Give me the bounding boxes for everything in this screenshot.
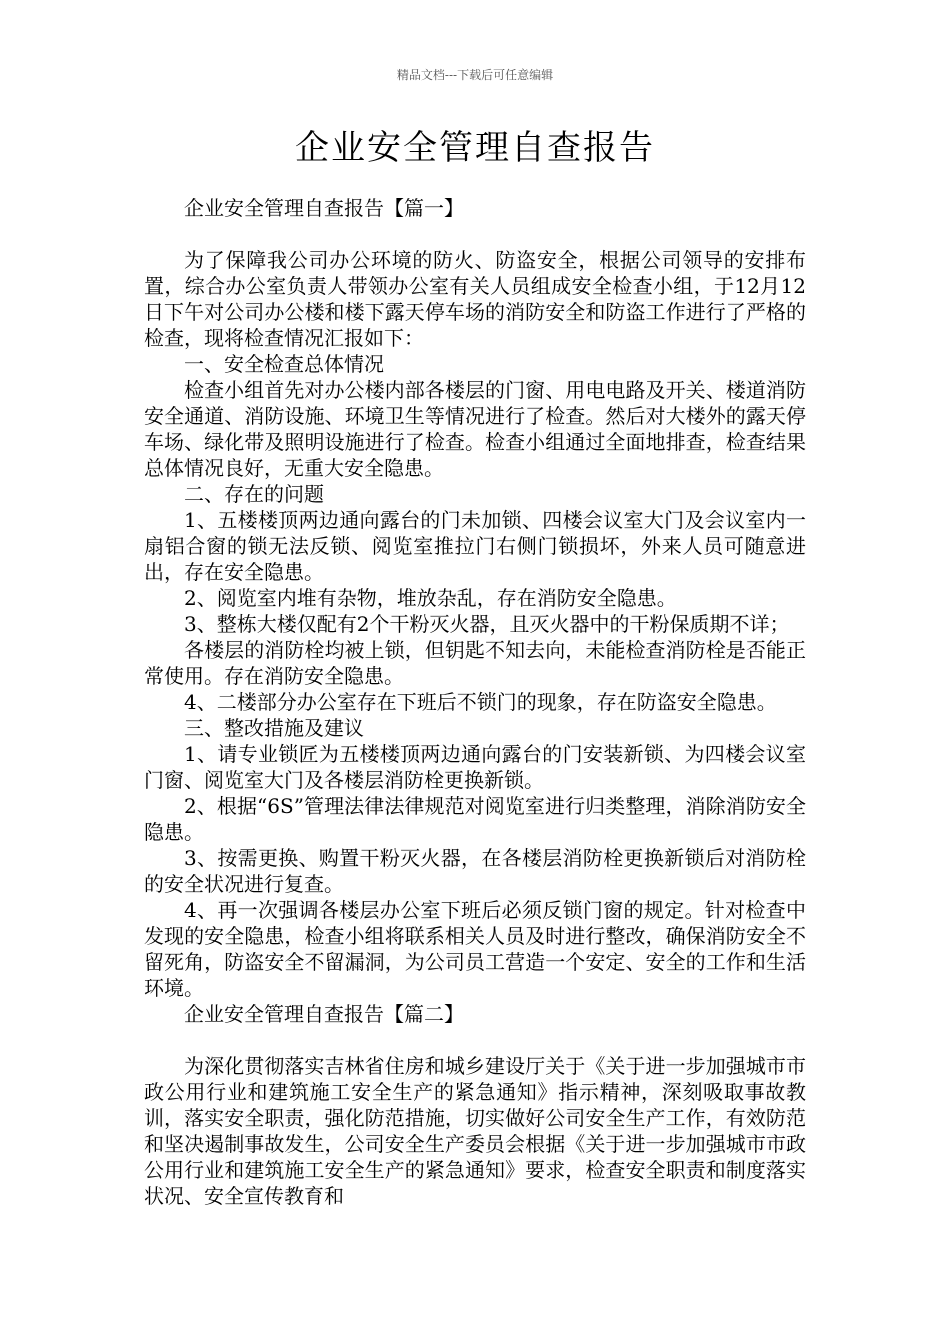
header-note: 精品文档---下载后可任意编辑: [396, 68, 554, 82]
part-one-intro: 为了保障我公司办公环境的防火、防盗安全，根据公司领导的安排布置，综合办公室负责人带领办公室有关人员组成安全检查小组，于12月12日下午对公司办公楼和楼下露天停车场的消防安全和防盗工作进行了严格的检查，现将检查情况汇报如下：: [144, 248, 806, 350]
measure-item: 2、根据“6S”管理法律法律规范对阅览室进行归类整理，消除消防安全隐患。: [144, 794, 806, 844]
section-three-title: 三、整改措施及建议: [184, 716, 364, 740]
part-two-heading: 企业安全管理自查报告【篇二】: [184, 1002, 464, 1026]
section-one-text: 检查小组首先对办公楼内部各楼层的门窗、用电电路及开关、楼道消防安全通道、消防设施、环境卫生等情况进行了检查。然后对大楼外的露天停车场、绿化带及照明设施进行了检查。检查小组通过全面地排查，检查结果总体情况良好，无重大安全隐患。: [144, 378, 806, 480]
problem-item: 各楼层的消防栓均被上锁，但钥匙不知去向，未能检查消防栓是否能正常使用。存在消防安全隐患。: [144, 638, 806, 688]
document-body: [144, 195, 806, 1209]
part-two-intro: 为深化贯彻落实吉林省住房和城乡建设厅关于《关于进一步加强城市市政公用行业和建筑施工安全生产的紧急通知》指示精神，深刻吸取事故教训，落实安全职责，强化防范措施，切实做好公司安全生产工作，有效防范和坚决遏制事故发生，公司安全生产委员会根据《关于进一步加强城市市政公用行业和建筑施工安全生产的紧急通知》要求，检查安全职责和制度落实状况、安全宣传教育和: [144, 1054, 806, 1208]
part-one-heading: 企业安全管理自查报告【篇一】: [184, 196, 464, 220]
document-title: 企业安全管理自查报告: [295, 128, 655, 168]
measure-item: 3、按需更换、购置干粉灭火器，在各楼层消防栓更换新锁后对消防栓的安全状况进行复查。: [144, 846, 806, 896]
section-one-title: 一、安全检查总体情况: [184, 352, 384, 376]
measure-item: 4、再一次强调各楼层办公室下班后必须反锁门窗的规定。针对检查中发现的安全隐患，检查小组将联系相关人员及时进行整改，确保消防安全不留死角，防盗安全不留漏洞，为公司员工营造一个安定、安全的工作和生活环境。: [144, 898, 806, 1000]
problem-item: 4、二楼部分办公室存在下班后不锁门的现象，存在防盗安全隐患。: [184, 690, 777, 714]
section-two-title: 二、存在的问题: [184, 482, 324, 506]
measure-item: 1、请专业锁匠为五楼楼顶两边通向露台的门安装新锁、为四楼会议室门窗、阅览室大门及各楼层消防栓更换新锁。: [144, 742, 806, 792]
problem-item: 1、五楼楼顶两边通向露台的门未加锁、四楼会议室大门及会议室内一扇铝合窗的锁无法反锁、阅览室推拉门右侧门锁损坏，外来人员可随意进出，存在安全隐患。: [144, 508, 806, 584]
problem-item: 3、整栋大楼仅配有2个干粉灭火器，且灭火器中的干粉保质期不详；: [184, 612, 790, 636]
problem-item: 2、阅览室内堆有杂物，堆放杂乱，存在消防安全隐患。: [184, 586, 677, 610]
